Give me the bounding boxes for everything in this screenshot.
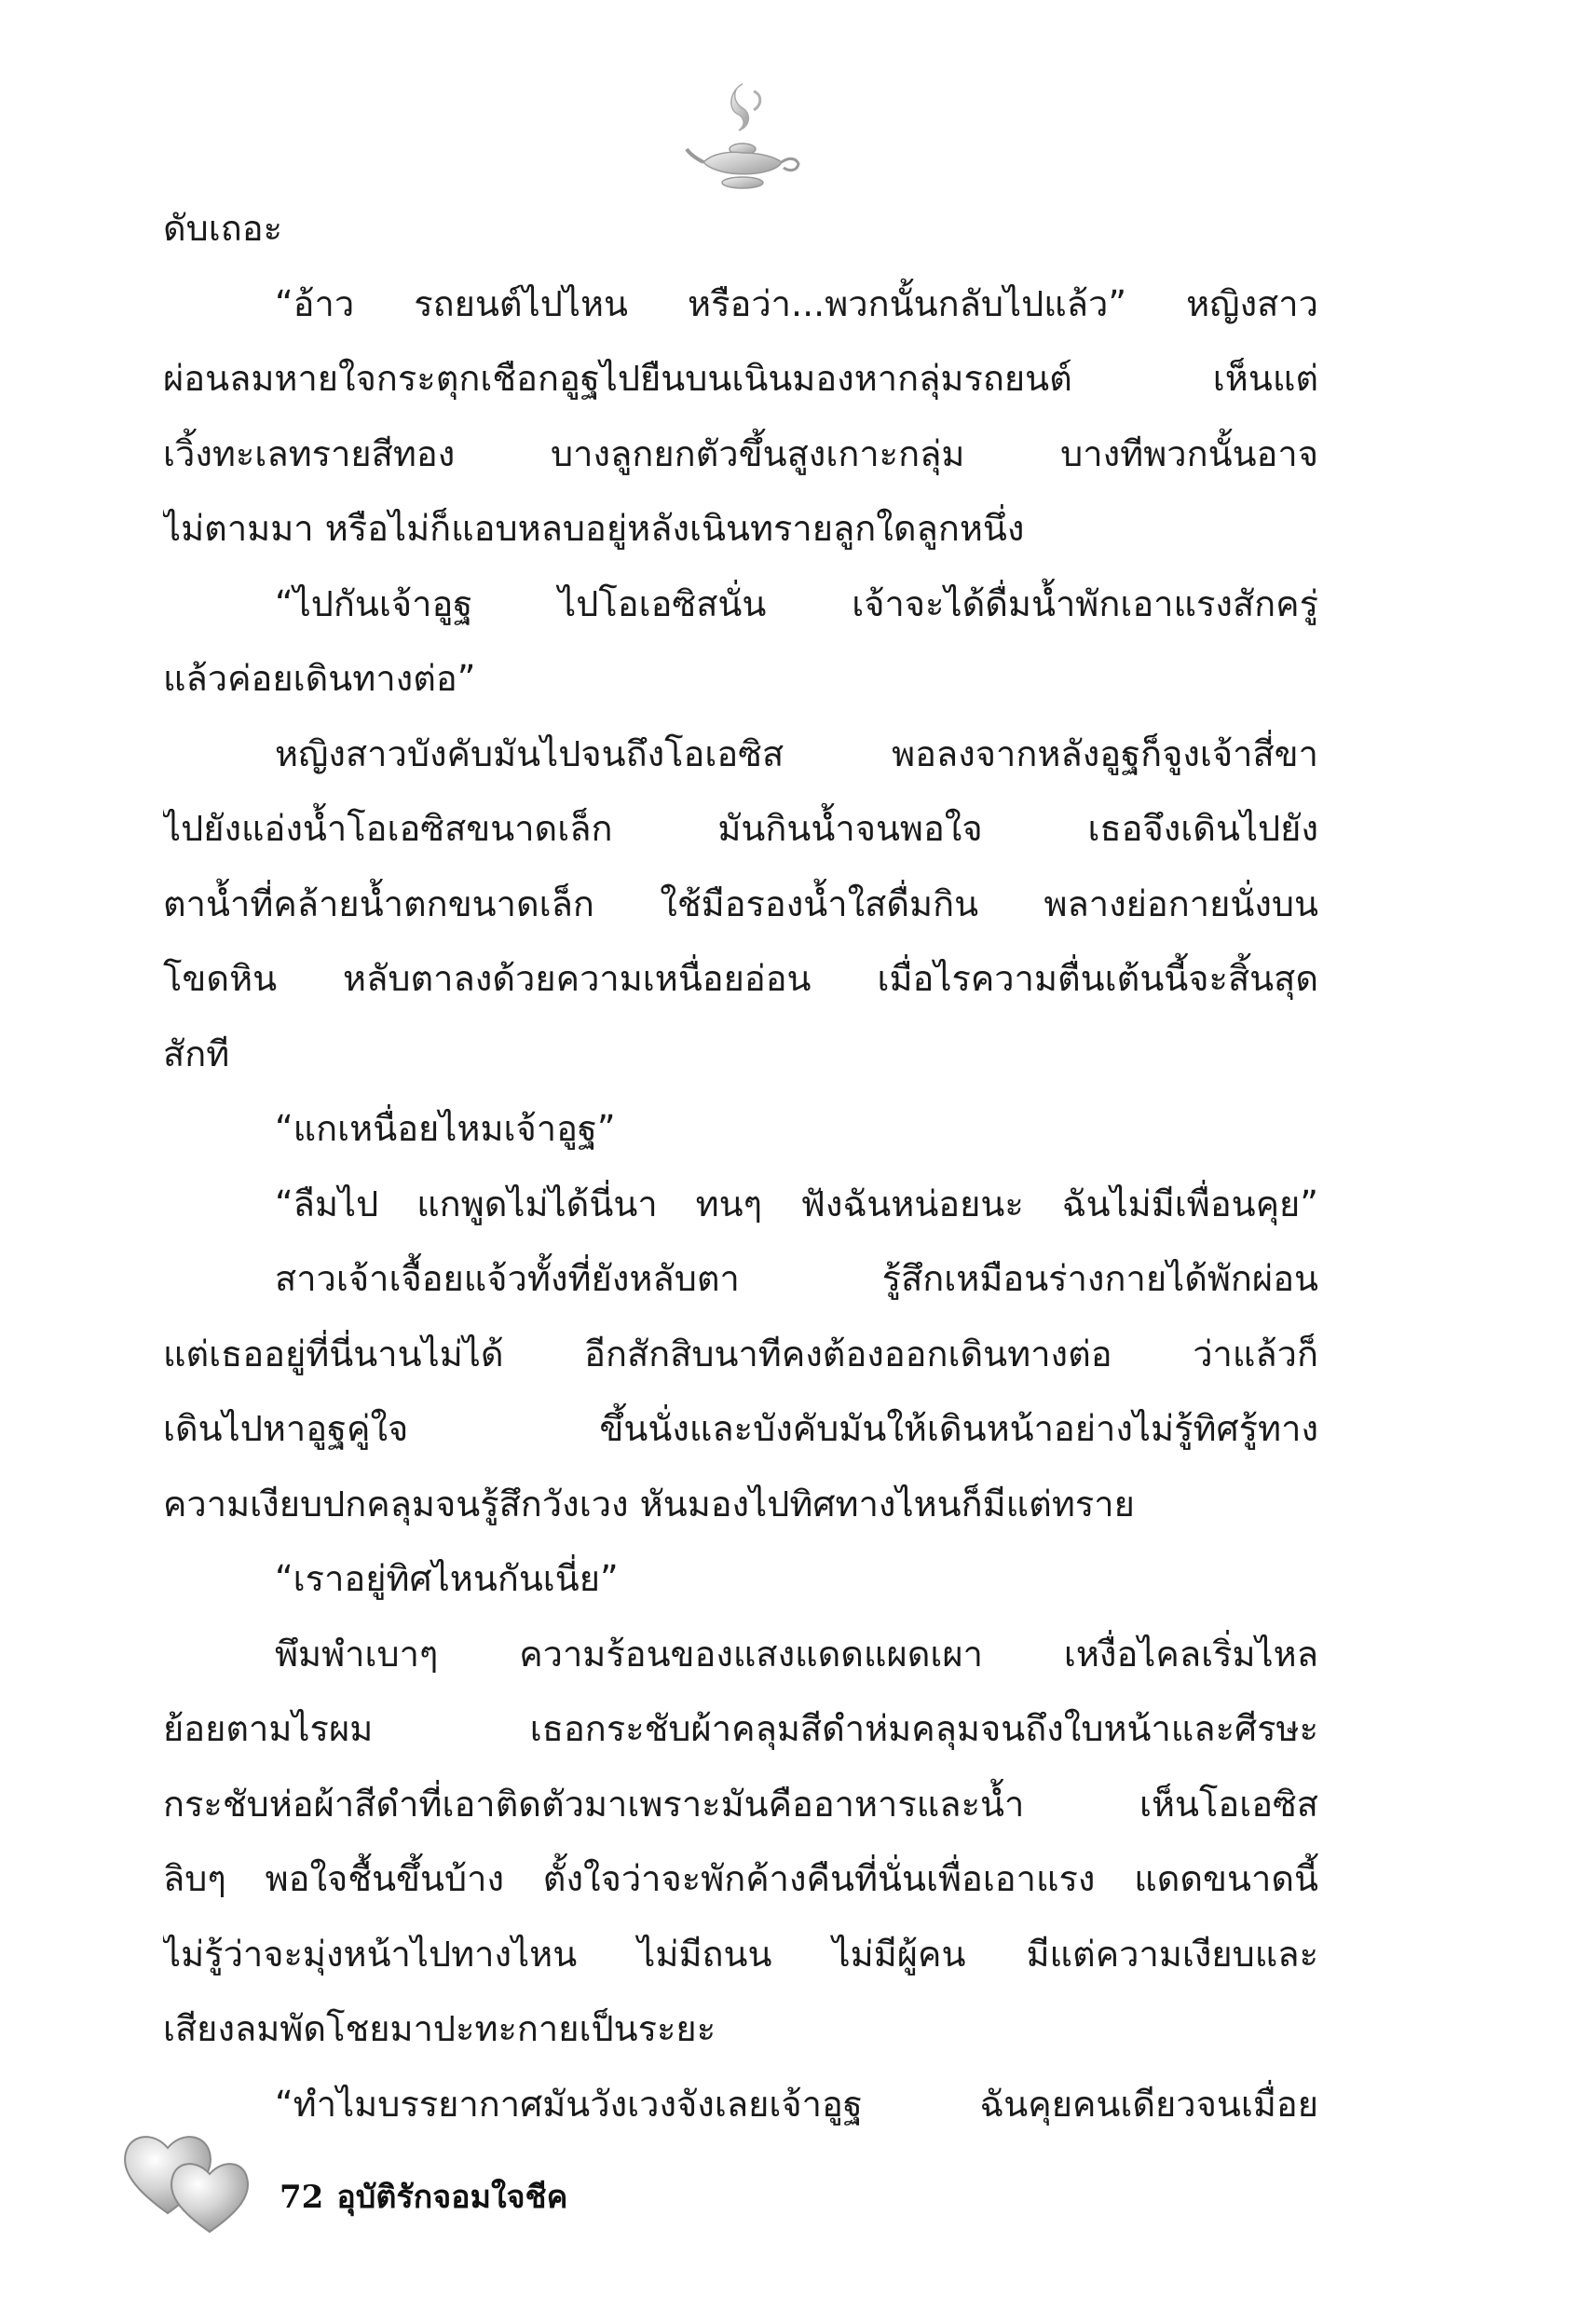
text-line: เดินไปหาอูฐคู่ใจ ขึ้นนั่งและบังคับมันให้เดินหน้าอย่างไม่รู้ทิศรู้ทาง	[163, 1408, 1318, 1449]
text-line: แต่เธออยู่ที่นี่นานไม่ได้ อีกสักสิบนาทีคงต้องออกเดินทางต่อ ว่าแล้วก็	[163, 1333, 1318, 1374]
text-line: ย้อยตามไรผม เธอกระชับผ้าคลุมสีดำห่มคลุมจนถึงใบหน้าและศีรษะ	[163, 1708, 1318, 1749]
text-line: “อ้าว รถยนต์ไปไหน หรือว่า...พวกนั้นกลับไปแล้ว” หญิงสาว	[275, 282, 1318, 324]
text-line: ไปยังแอ่งน้ำโอเอซิสขนาดเล็ก มันกินน้ำจนพอใจ เธอจึงเดินไปยัง	[163, 808, 1318, 849]
text-line: ผ่อนลมหายใจกระตุกเชือกอูฐไปยืนบนเนินมองหากลุ่มรถยนต์ เห็นแต่	[163, 358, 1318, 399]
text-line: “แกเหนื่อยไหมเจ้าอูฐ”	[275, 1108, 616, 1149]
text-line: “เราอยู่ทิศไหนกันเนี่ย”	[275, 1558, 619, 1599]
text-line: ดับเถอะ	[163, 208, 283, 249]
text-line: สักที	[163, 1032, 230, 1074]
text-line: “ทำไมบรรยากาศมันวังเวงจังเลยเจ้าอูฐ ฉันคุยคนเดียวจนเมื่อย	[275, 2083, 1318, 2125]
page-number: 72	[280, 2179, 324, 2216]
page-footer	[112, 2120, 764, 2241]
hearts-icon	[116, 2120, 266, 2241]
text-line: เวิ้งทะเลทรายสีทอง บางลูกยกตัวขึ้นสูงเกาะกลุ่ม บางทีพวกนั้นอาจ	[163, 432, 1318, 474]
book-title: อุบัติรักจอมใจชีค	[336, 2179, 568, 2216]
text-line: ไม่รู้ว่าจะมุ่งหน้าไปทางไหน ไม่มีถนน ไม่มีผู้คน มีแต่ความเงียบและ	[163, 1933, 1318, 1975]
text-line: เสียงลมพัดโชยมาปะทะกายเป็นระยะ	[163, 2008, 716, 2049]
text-line: พึมพำเบาๆ ความร้อนของแสงแดดแผดเผา เหงื่อไคลเริ่มไหล	[275, 1633, 1318, 1675]
text-line: ตาน้ำที่คล้ายน้ำตกขนาดเล็ก ใช้มือรองน้ำใสดื่มกิน พลางย่อกายนั่งบน	[163, 882, 1318, 924]
text-line: “ไปกันเจ้าอูฐ ไปโอเอซิสนั่น เจ้าจะได้ดื่มน้ำพักเอาแรงสักครู่	[275, 582, 1318, 624]
text-line: ความเงียบปกคลุมจนรู้สึกวังเวง หันมองไปทิศทางไหนก็มีแต่ทราย	[163, 1483, 1135, 1525]
genie-lamp-icon	[685, 73, 806, 203]
text-line: โขดหิน หลับตาลงด้วยความเหนื่อยอ่อน เมื่อไรความตื่นเต้นนี้จะสิ้นสุด	[163, 958, 1318, 999]
chapter-body-text	[163, 191, 1318, 2141]
text-line: ไม่ตามมา หรือไม่ก็แอบหลบอยู่หลังเนินทรายลูกใดลูกหนึ่ง	[163, 508, 1025, 549]
text-line: กระชับห่อผ้าสีดำที่เอาติดตัวมาเพราะมันคืออาหารและน้ำ เห็นโอเอซิส	[163, 1783, 1318, 1825]
text-line: หญิงสาวบังคับมันไปจนถึงโอเอซิส พอลงจากหลังอูฐก็จูงเจ้าสี่ขา	[275, 732, 1318, 774]
text-line: แล้วค่อยเดินทางต่อ”	[163, 658, 476, 699]
text-line: “ลืมไป แกพูดไม่ได้นี่นา ทนๆ ฟังฉันหน่อยนะ ฉันไม่มีเพื่อนคุย”	[275, 1183, 1318, 1224]
footer-caption	[280, 2171, 567, 2222]
text-line: ลิบๆ พอใจชื้นขึ้นบ้าง ตั้งใจว่าจะพักค้างคืนที่นั่นเพื่อเอาแรง แดดขนาดนี้	[163, 1858, 1318, 1899]
text-line: สาวเจ้าเจื้อยแจ้วทั้งที่ยังหลับตา รู้สึกเหมือนร่างกายได้พักผ่อน	[275, 1258, 1318, 1299]
